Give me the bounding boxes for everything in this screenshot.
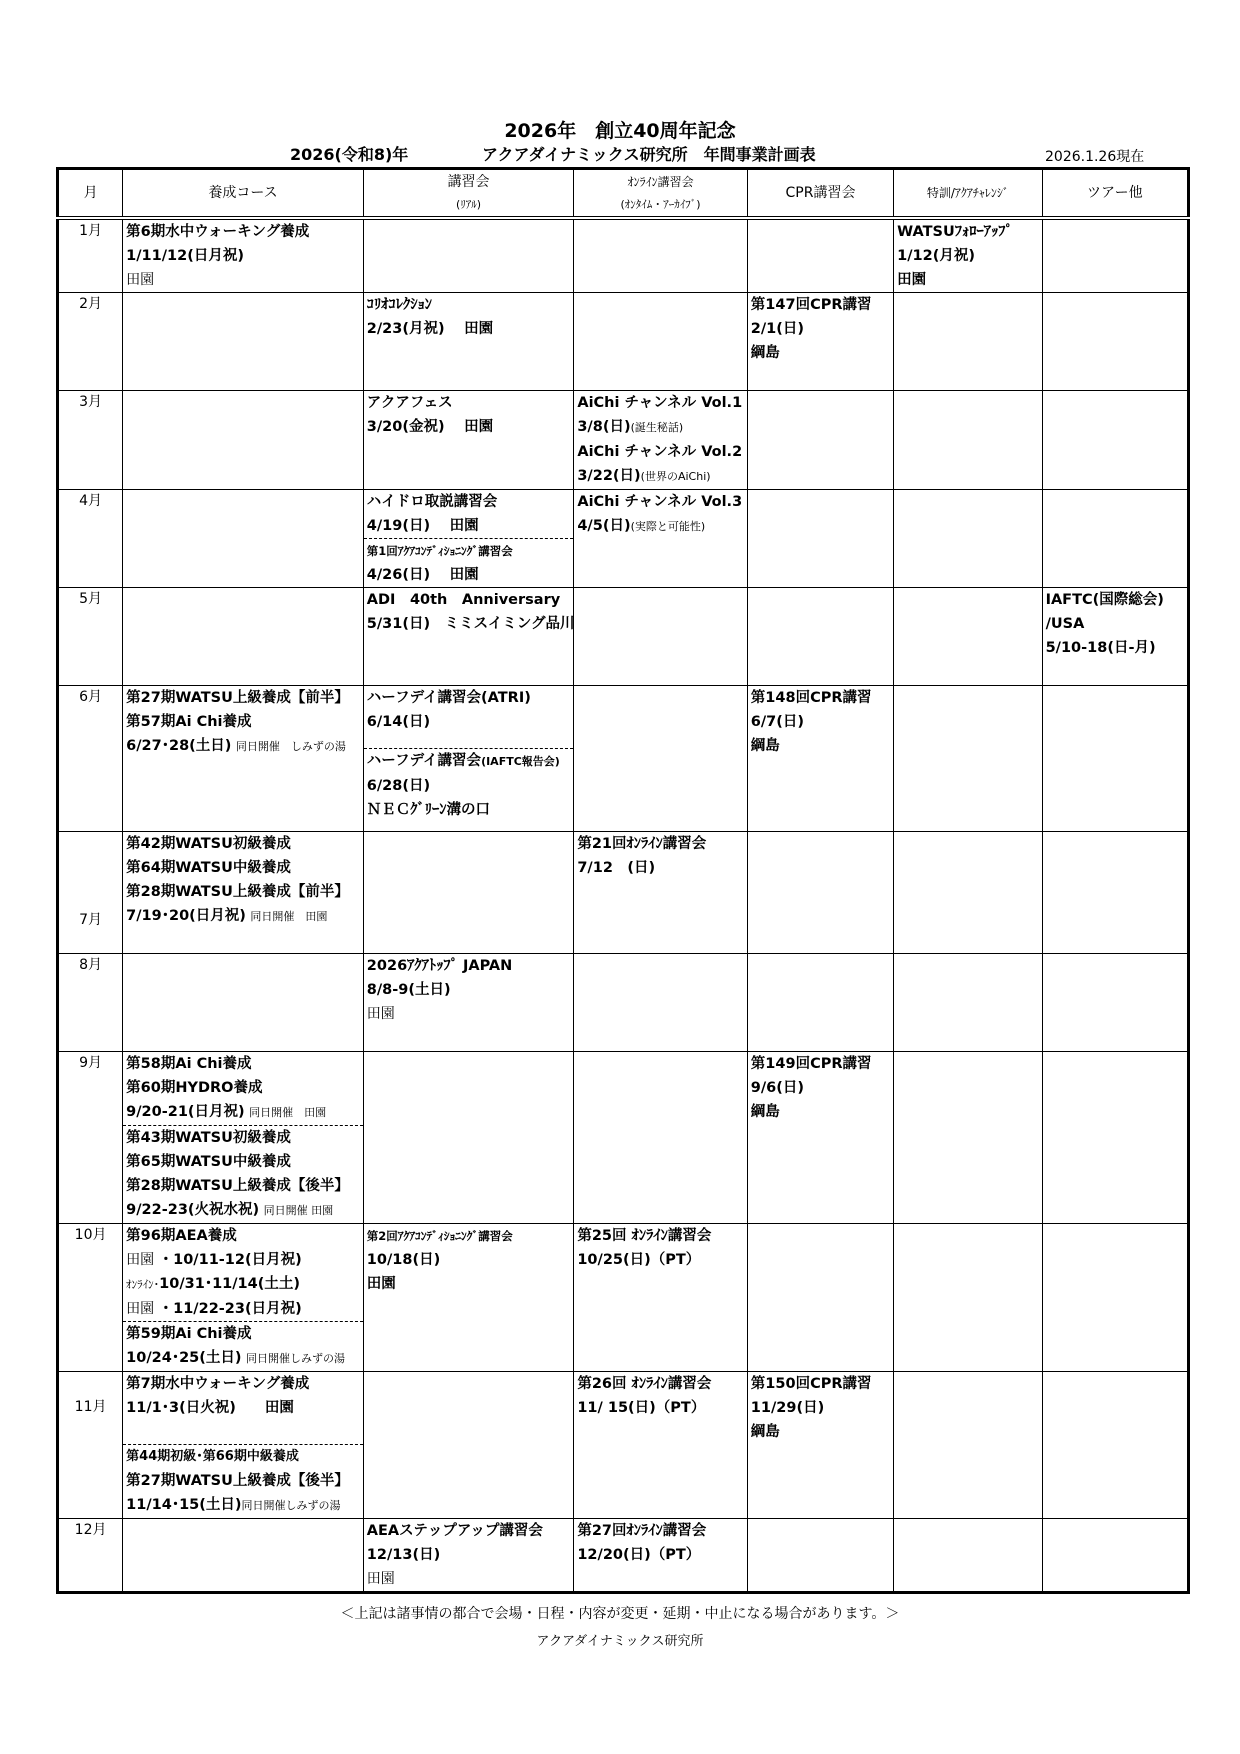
col-special: 特訓/ｱｸｱﾁｬﾚﾝｼﾞ [894,169,1042,219]
online-cell: AiChi チャンネル Vol.1 3/8(日)(誕生秘話) AiChi チャンネル Vol.2 3/22(日)(世界のAiChi) [574,391,747,490]
course-cell [123,954,364,1052]
special-cell [894,391,1042,490]
course-cell: 第96期AEA養成 田園 ・10/11-12(日月祝) ｵﾝﾗｲﾝ･10/31･11/14(土土) 田園 ・11/22-23(日月祝) 第59期Ai Chi養成 10/24･25(土日) 同日開催しみずの湯 [123,1224,364,1372]
cpr-cell [747,490,893,588]
lecture-cell: AEAステップアップ講習会 12/13(日) 田園 [363,1519,574,1593]
course-cell [123,490,364,588]
special-cell [894,832,1042,954]
lecture-cell: ｺﾘｵｺﾚｸｼｮﾝ 2/23(月祝) 田園 [363,293,574,391]
special-cell [894,1372,1042,1519]
online-cell: AiChi チャンネル Vol.3 4/5(日)(実際と可能性) [574,490,747,588]
cpr-cell: 第150回CPR講習 11/29(日) 綱島 [747,1372,893,1519]
tour-cell [1042,954,1188,1052]
header-row [58,169,1189,219]
special-cell [894,1052,1042,1224]
tour-cell [1042,686,1188,832]
special-cell [894,686,1042,832]
special-cell [894,293,1042,391]
col-cpr: CPR講習会 [747,169,893,219]
as-of-date: 2026.1.26現在 [1045,149,1145,165]
month-cell: 4月 [58,490,123,588]
table-row [58,1052,1189,1224]
online-cell [574,588,747,686]
month-cell: 12月 [58,1519,123,1593]
lecture-cell: 2026ｱｸｱﾄｯﾌﾟ JAPAN 8/8-9(土日) 田園 [363,954,574,1052]
cpr-cell: 第148回CPR講習 6/7(日) 綱島 [747,686,893,832]
online-cell [574,1052,747,1224]
course-cell [123,588,364,686]
cpr-cell [747,1519,893,1593]
table-row [58,832,1189,954]
online-cell: 第27回ｵﾝﾗｲﾝ講習会 12/20(日)（PT） [574,1519,747,1593]
organization-name: アクアダイナミックス研究所 [536,1634,704,1649]
online-cell: 第21回ｵﾝﾗｲﾝ講習会 7/12 (日) [574,832,747,954]
tour-cell [1042,490,1188,588]
table-row [58,490,1189,588]
tour-cell [1042,1052,1188,1224]
online-cell [574,218,747,293]
col-month: 月 [58,169,123,219]
online-cell: 第25回 ｵﾝﾗｲﾝ講習会 10/25(日)（PT） [574,1224,747,1372]
lecture-cell: ADI 40th Anniversary 5/31(日) ミミスイミング品川 [363,588,574,686]
tour-cell [1042,218,1188,293]
col-lecture: 講習会 (ﾘｱﾙ) [363,169,574,219]
tour-cell: IAFTC(国際総会) /USA 5/10-18(日-月) [1042,588,1188,686]
month-cell: 8月 [58,954,123,1052]
month-cell: 7月 [58,832,123,954]
month-cell: 10月 [58,1224,123,1372]
year-label: 2026(令和8)年 [290,145,409,164]
table-row [58,218,1189,293]
table-row [58,954,1189,1052]
special-cell [894,490,1042,588]
table-row [58,1372,1189,1519]
lecture-cell: ハイドロ取説講習会 4/19(日) 田園 第1回ｱｸｱｺﾝﾃﾞｨｼｮﾆﾝｸﾞ講習会 4/26(日) 田園 [363,490,574,588]
col-course: 養成コース [123,169,364,219]
lecture-cell [363,1372,574,1519]
cpr-cell: 第149回CPR講習 9/6(日) 綱島 [747,1052,893,1224]
table-row [58,293,1189,391]
cpr-cell [747,218,893,293]
col-tour: ツアー他 [1042,169,1188,219]
course-cell: 第6期水中ウォーキング養成 1/11/12(日月祝) 田園 [123,218,364,293]
col-online: ｵﾝﾗｲﾝ講習会 (ｵﾝﾀｲﾑ・ｱｰｶｲﾌﾞ) [574,169,747,219]
online-cell [574,954,747,1052]
cpr-cell [747,588,893,686]
annual-plan-table [56,167,1190,1594]
cpr-cell [747,1224,893,1372]
online-cell [574,686,747,832]
disclaimer-note: ＜上記は諸事情の都合で会場・日程・内容が変更・延期・中止になる場合があります。＞ [340,1606,900,1622]
course-cell: 第7期水中ウォーキング養成 11/1･3(日火祝) 田園 第44期初級･第66期中級養成 第27期WATSU上級養成【後半】 11/14･15(土日)同日開催しみずの湯 [123,1372,364,1519]
month-cell: 6月 [58,686,123,832]
tour-cell [1042,832,1188,954]
tour-cell [1042,1224,1188,1372]
tour-cell [1042,1372,1188,1519]
course-cell [123,293,364,391]
table-row [58,588,1189,686]
cpr-cell [747,954,893,1052]
special-cell [894,588,1042,686]
lecture-cell: 第2回ｱｸｱｺﾝﾃﾞｨｼｮﾆﾝｸﾞ講習会 10/18(日) 田園 [363,1224,574,1372]
month-cell: 1月 [58,218,123,293]
course-cell: 第27期WATSU上級養成【前半】 第57期Ai Chi養成 6/27･28(土日) 同日開催 しみずの湯 [123,686,364,832]
special-cell: WATSUﾌｫﾛｰｱｯﾌﾟ 1/12(月祝) 田園 [894,218,1042,293]
cpr-cell: 第147回CPR講習 2/1(日) 綱島 [747,293,893,391]
online-cell [574,293,747,391]
table-row [58,686,1189,832]
lecture-cell: ハーフデイ講習会(ATRI) 6/14(日) ハーフデイ講習会(IAFTC報告会) 6/28(日) ＮＥＣｸﾞﾘｰﾝ溝の口 [363,686,574,832]
special-cell [894,1519,1042,1593]
course-cell: 第58期Ai Chi養成 第60期HYDRO養成 9/20-21(日月祝) 同日開催 田園 第43期WATSU初級養成 第65期WATSU中級養成 第28期WATSU上級養成【後半】 9/22-23(火祝水祝) 同日開催 田園 [123,1052,364,1224]
lecture-cell: アクアフェス 3/20(金祝) 田園 [363,391,574,490]
tour-cell [1042,1519,1188,1593]
lecture-cell [363,1052,574,1224]
cpr-cell [747,832,893,954]
online-cell: 第26回 ｵﾝﾗｲﾝ講習会 11/ 15(日)（PT） [574,1372,747,1519]
month-cell: 5月 [58,588,123,686]
table-row [58,1519,1189,1593]
special-cell [894,954,1042,1052]
course-cell [123,1519,364,1593]
lecture-cell [363,832,574,954]
course-cell [123,391,364,490]
tour-cell [1042,391,1188,490]
table-row [58,1224,1189,1372]
tour-cell [1042,293,1188,391]
cpr-cell [747,391,893,490]
month-cell: 9月 [58,1052,123,1224]
document-title: 2026年 創立40周年記念 [504,120,736,142]
special-cell [894,1224,1042,1372]
plan-title: アクアダイナミックス研究所 年間事業計画表 [482,145,816,164]
month-cell: 2月 [58,293,123,391]
lecture-cell [363,218,574,293]
course-cell: 第42期WATSU初級養成 第64期WATSU中級養成 第28期WATSU上級養成【前半】 7/19･20(日月祝) 同日開催 田園 [123,832,364,954]
month-cell: 3月 [58,391,123,490]
table-row [58,391,1189,490]
month-cell: 11月 [58,1372,123,1519]
